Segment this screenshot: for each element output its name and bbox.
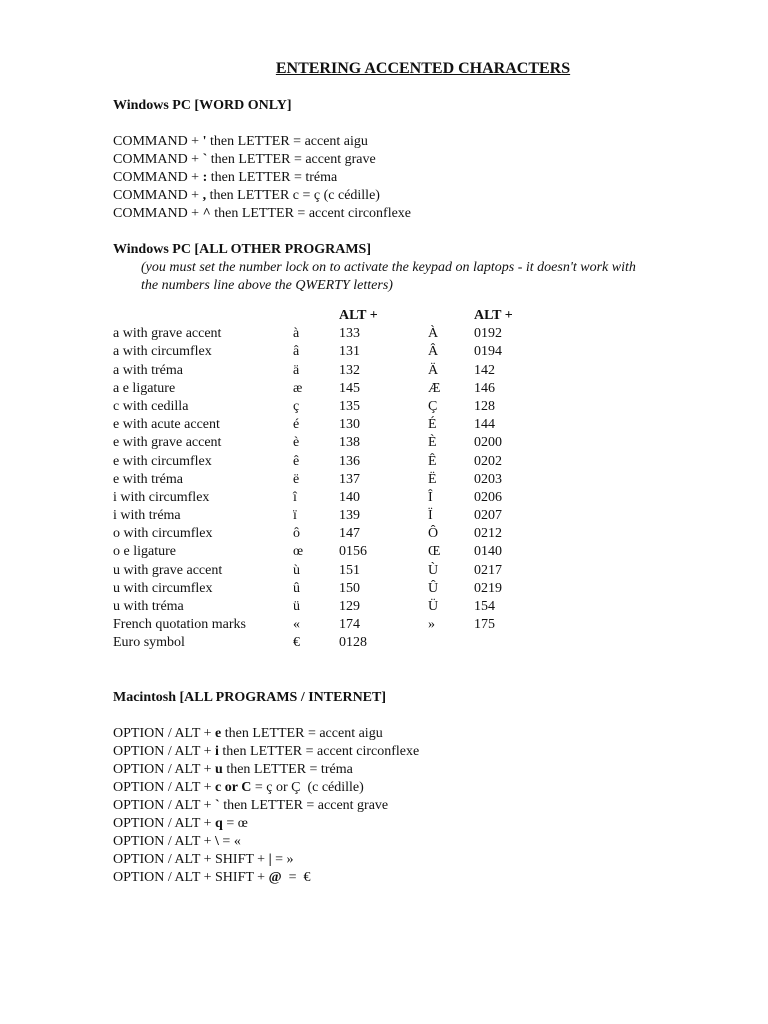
shortcut-prefix: COMMAND +: [113, 188, 203, 203]
char-description: o e ligature: [113, 544, 176, 560]
shortcut-suffix: = œ: [222, 815, 248, 831]
other-section-heading: Windows PC [ALL OTHER PROGRAMS]: [113, 242, 371, 257]
uppercase-char: »: [428, 617, 435, 633]
lowercase-alt-code: 147: [339, 526, 360, 542]
word-shortcut-list: [113, 133, 673, 223]
lowercase-alt-code: 138: [339, 435, 360, 451]
table-row: [113, 325, 534, 343]
uppercase-char: Œ: [428, 544, 441, 560]
uppercase-char: Â: [428, 344, 439, 360]
shortcut-suffix: then LETTER = accent grave: [207, 152, 376, 167]
shortcut-prefix: OPTION / ALT +: [113, 743, 216, 759]
char-description: o with circumflex: [113, 526, 213, 542]
lowercase-char: ü: [293, 599, 300, 614]
table-row: [113, 416, 534, 434]
alt-code-table: [113, 307, 534, 653]
uppercase-char: Ë: [428, 471, 437, 487]
lowercase-char: €: [293, 635, 300, 651]
spacer: [113, 223, 673, 241]
uppercase-char: Ô: [428, 526, 439, 542]
shortcut-prefix: OPTION / ALT +: [113, 815, 216, 831]
shortcut-suffix: then LETTER = accent grave: [219, 797, 389, 813]
shortcut-line: [113, 833, 673, 851]
lowercase-char: ä: [293, 362, 300, 378]
char-description: c with cedilla: [113, 398, 189, 414]
char-description: e with grave accent: [113, 435, 222, 451]
uppercase-alt-code: 0140: [474, 544, 502, 560]
lowercase-alt-code: 174: [339, 617, 360, 633]
shortcut-prefix: OPTION / ALT + SHIFT +: [113, 851, 269, 867]
alt-header-lowercase: ALT +: [339, 308, 378, 323]
uppercase-alt-code: 142: [474, 362, 495, 378]
uppercase-alt-code: 0207: [474, 508, 502, 524]
lowercase-alt-code: 136: [339, 453, 360, 469]
uppercase-alt-code: 146: [474, 380, 495, 396]
uppercase-char: Ù: [428, 562, 439, 578]
shortcut-line: [113, 815, 673, 833]
shortcut-key: |: [268, 851, 272, 867]
table-row: [113, 471, 534, 489]
shortcut-suffix: then LETTER = tréma: [222, 761, 353, 777]
char-description: u with grave accent: [113, 562, 223, 578]
char-description: a with circumflex: [113, 344, 212, 360]
document-page: [113, 58, 673, 887]
header-empty: [428, 307, 474, 325]
shortcut-suffix: = «: [218, 833, 241, 849]
shortcut-line: [113, 151, 673, 169]
shortcut-suffix: then LETTER = tréma: [207, 170, 338, 185]
shortcut-suffix: then LETTER = accent aigu: [221, 725, 383, 741]
lowercase-char: â: [293, 344, 300, 360]
lowercase-char: ë: [293, 471, 300, 487]
uppercase-char: Î: [428, 489, 433, 505]
table-row: [113, 580, 534, 598]
shortcut-line: [113, 725, 673, 743]
table-row: [113, 562, 534, 580]
shortcut-line: [113, 779, 673, 797]
mac-section-heading: Macintosh [ALL PROGRAMS / INTERNET]: [113, 689, 387, 705]
uppercase-alt-code: 154: [474, 599, 495, 614]
table-row: [113, 598, 534, 616]
header-empty: [293, 307, 339, 325]
table-row: [113, 343, 534, 361]
table-row: [113, 525, 534, 543]
shortcut-suffix: = €: [281, 869, 311, 885]
shortcut-prefix: COMMAND +: [113, 170, 203, 185]
shortcut-key: c or C: [215, 779, 252, 795]
uppercase-char: Ç: [428, 398, 438, 414]
shortcut-suffix: then LETTER c = ç (c cédille): [206, 188, 380, 203]
uppercase-char: Ï: [428, 508, 433, 524]
lowercase-char: à: [293, 326, 300, 342]
lowercase-char: ç: [293, 398, 300, 414]
table-row: [113, 507, 534, 525]
table-row: [113, 380, 534, 398]
char-description: u with tréma: [113, 599, 184, 614]
shortcut-prefix: COMMAND +: [113, 206, 203, 221]
uppercase-alt-code: [474, 634, 534, 652]
table-row: [113, 398, 534, 416]
lowercase-alt-code: 132: [339, 362, 360, 378]
uppercase-char: Û: [428, 580, 439, 596]
uppercase-char: Ü: [428, 599, 439, 614]
shortcut-key: ,: [202, 188, 207, 203]
shortcut-line: [113, 761, 673, 779]
uppercase-alt-code: 0212: [474, 526, 502, 542]
lowercase-alt-code: 133: [339, 326, 360, 342]
header-empty: [113, 307, 293, 325]
shortcut-prefix: OPTION / ALT +: [113, 797, 216, 813]
uppercase-char: Ä: [428, 362, 439, 378]
uppercase-alt-code: 144: [474, 417, 495, 433]
shortcut-key: \: [215, 833, 219, 849]
lowercase-alt-code: 151: [339, 562, 360, 578]
shortcut-suffix: = ç or Ç (c cédille): [251, 779, 364, 795]
shortcut-key: `: [202, 152, 208, 167]
uppercase-alt-code: 0217: [474, 562, 502, 578]
lowercase-char: æ: [293, 380, 303, 396]
uppercase-alt-code: 128: [474, 398, 495, 414]
page-title: ENTERING ACCENTED CHARACTERS: [275, 60, 571, 77]
shortcut-key: :: [202, 170, 208, 185]
lowercase-char: «: [293, 617, 300, 633]
shortcut-line: [113, 797, 673, 815]
shortcut-key: u: [215, 761, 223, 777]
uppercase-alt-code: 0219: [474, 580, 502, 596]
lowercase-alt-code: 131: [339, 344, 360, 360]
shortcut-suffix: = »: [271, 851, 294, 867]
spacer: [113, 115, 673, 133]
uppercase-char: Ê: [428, 453, 437, 469]
uppercase-alt-code: 0194: [474, 344, 502, 360]
lowercase-char: î: [293, 489, 297, 505]
shortcut-suffix: then LETTER = accent circonflexe: [218, 743, 420, 759]
table-row: [113, 543, 534, 561]
shortcut-prefix: OPTION / ALT +: [113, 779, 216, 795]
uppercase-alt-code: 175: [474, 617, 495, 633]
lowercase-alt-code: 130: [339, 417, 360, 433]
lowercase-alt-code: 129: [339, 599, 360, 614]
uppercase-char: É: [428, 417, 437, 433]
lowercase-alt-code: 0128: [339, 635, 367, 651]
uppercase-char: Æ: [428, 380, 441, 396]
lowercase-char: ù: [293, 562, 300, 578]
char-description: a with tréma: [113, 362, 183, 378]
lowercase-alt-code: 137: [339, 471, 360, 487]
uppercase-char: [428, 634, 474, 652]
spacer: [113, 707, 673, 725]
shortcut-suffix: then LETTER = accent circonflexe: [210, 206, 412, 221]
word-section-heading: Windows PC [WORD ONLY]: [113, 98, 292, 113]
char-description: a e ligature: [113, 380, 176, 396]
char-description: i with tréma: [113, 508, 181, 524]
table-row: [113, 489, 534, 507]
char-description: u with circumflex: [113, 580, 213, 596]
uppercase-alt-code: 0203: [474, 471, 502, 487]
uppercase-char: À: [428, 326, 439, 342]
char-description: i with circumflex: [113, 489, 210, 505]
table-row: [113, 362, 534, 380]
alt-code-header-row: [113, 307, 534, 325]
shortcut-key: q: [215, 815, 223, 831]
char-description: Euro symbol: [113, 635, 185, 651]
lowercase-alt-code: 0156: [339, 544, 367, 560]
lowercase-alt-code: 135: [339, 398, 360, 414]
shortcut-prefix: COMMAND +: [113, 134, 203, 149]
lowercase-alt-code: 139: [339, 508, 360, 524]
lowercase-char: è: [293, 435, 300, 451]
lowercase-char: é: [293, 417, 300, 433]
shortcut-prefix: OPTION / ALT +: [113, 725, 216, 741]
shortcut-prefix: OPTION / ALT +: [113, 761, 216, 777]
char-description: e with circumflex: [113, 453, 212, 469]
shortcut-line: [113, 205, 673, 223]
shortcut-key: ': [202, 134, 207, 149]
shortcut-key: e: [215, 725, 222, 741]
shortcut-line: [113, 187, 673, 205]
shortcut-prefix: OPTION / ALT + SHIFT +: [113, 869, 269, 885]
table-row: [113, 634, 534, 652]
shortcut-line: [113, 169, 673, 187]
shortcut-line: [113, 133, 673, 151]
shortcut-line: [113, 743, 673, 761]
uppercase-alt-code: 0200: [474, 435, 502, 451]
shortcut-line: [113, 869, 673, 887]
shortcut-suffix: then LETTER = accent aigu: [206, 134, 368, 149]
alt-code-rows: [113, 325, 534, 652]
uppercase-alt-code: 0206: [474, 489, 502, 505]
char-description: e with tréma: [113, 471, 183, 487]
shortcut-key: i: [215, 743, 219, 759]
shortcut-prefix: COMMAND +: [113, 152, 203, 167]
lowercase-char: û: [293, 580, 300, 596]
keypad-note: (you must set the number lock on to activate the keypad on laptops - it doesn't work with the numbers line above the QWERTY letters): [141, 260, 636, 293]
shortcut-key: @: [268, 869, 282, 885]
table-row: [113, 453, 534, 471]
uppercase-alt-code: 0202: [474, 453, 502, 469]
char-description: French quotation marks: [113, 617, 246, 633]
lowercase-char: ï: [293, 508, 297, 524]
alt-header-uppercase: ALT +: [474, 308, 513, 323]
lowercase-char: œ: [293, 544, 304, 560]
shortcut-key: ^: [202, 206, 211, 221]
mac-shortcut-list: [113, 725, 673, 887]
shortcut-line: [113, 851, 673, 869]
uppercase-alt-code: 0192: [474, 326, 502, 342]
lowercase-alt-code: 150: [339, 580, 360, 596]
lowercase-char: ê: [293, 453, 300, 469]
uppercase-char: È: [428, 435, 437, 451]
shortcut-prefix: OPTION / ALT +: [113, 833, 216, 849]
char-description: e with acute accent: [113, 417, 220, 433]
table-row: [113, 616, 534, 634]
lowercase-alt-code: 145: [339, 380, 360, 396]
lowercase-alt-code: 140: [339, 489, 360, 505]
lowercase-char: ô: [293, 526, 300, 542]
shortcut-key: `: [215, 797, 220, 813]
char-description: a with grave accent: [113, 326, 222, 342]
table-row: [113, 434, 534, 452]
